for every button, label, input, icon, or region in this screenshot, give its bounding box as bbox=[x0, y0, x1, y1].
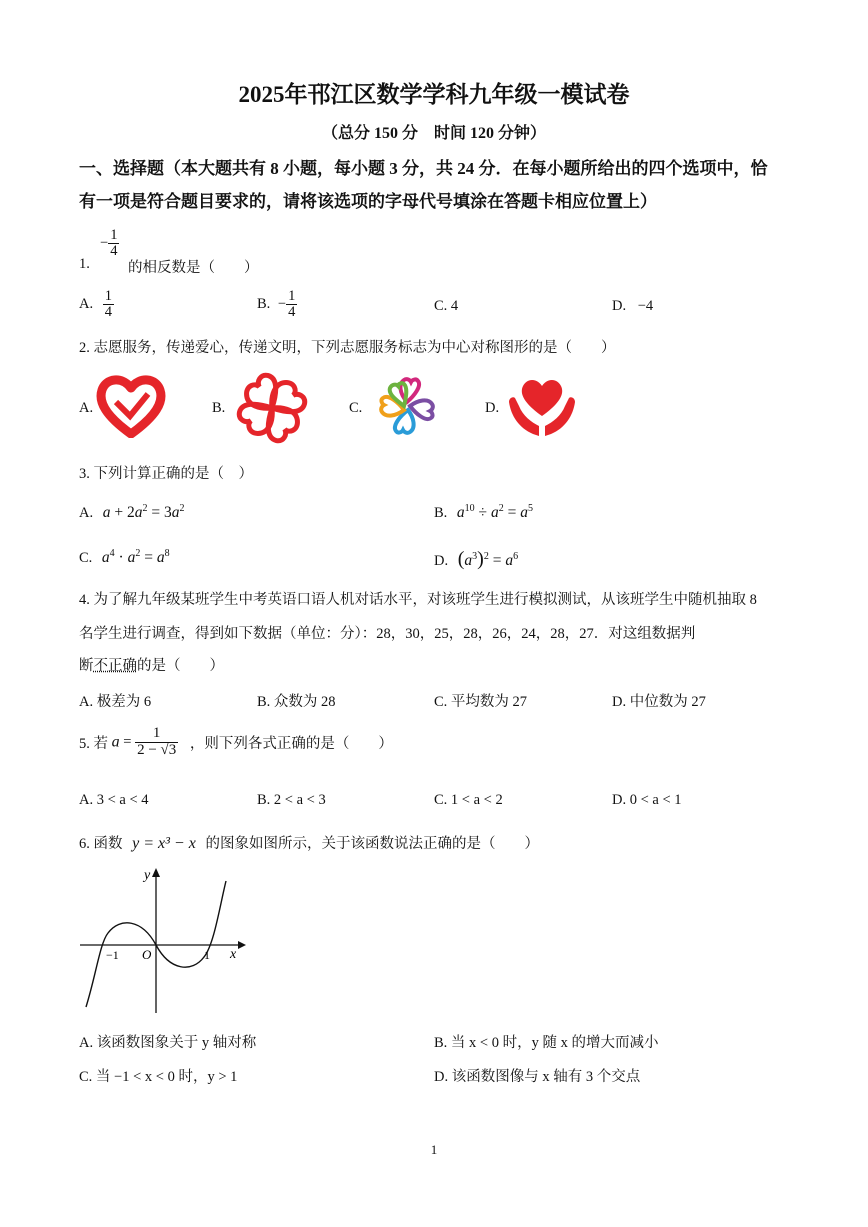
q3-option-d-formula: $(a^3)^2 = a^6$ bbox=[457, 548, 519, 570]
q1-option-c-value: 4 bbox=[450, 298, 459, 314]
graph-origin: O bbox=[142, 947, 152, 962]
graph-tick-pos1: 1 bbox=[204, 948, 210, 962]
q3-option-b-formula: $a^{10} \div a^2 = a^5$ bbox=[456, 503, 533, 522]
q2-text: 2. 志愿服务，传递爱心，传递文明，下列志愿服务标志为中心对称图形的是（ ） bbox=[79, 340, 616, 356]
graph-y-label: y bbox=[144, 868, 151, 883]
q5-stem bbox=[79, 726, 393, 759]
q2-option-c-label: C. bbox=[349, 400, 363, 416]
q4-line3-a: 断 bbox=[79, 658, 94, 674]
heart-hand-logo-a[interactable] bbox=[96, 372, 166, 438]
q5-eq: = bbox=[119, 733, 136, 750]
q6-formula: y = x³ − x bbox=[132, 835, 196, 852]
q1-option-b-sign: − bbox=[277, 296, 287, 313]
q1-option-b-num: 1 bbox=[288, 288, 296, 304]
section-header-line2: 有一项是符合题目要求的，请将该选项的字母代号填涂在答题卡相应位置上） bbox=[79, 192, 657, 211]
q3-option-c[interactable] bbox=[79, 548, 170, 567]
q1-option-d[interactable] bbox=[612, 298, 653, 315]
q6-option-a[interactable]: A. 该函数图象关于 y 轴对称 bbox=[79, 1035, 257, 1051]
exam-subtitle: （总分 150 分 时间 120 分钟） bbox=[321, 125, 546, 142]
x-axis-arrow bbox=[238, 941, 246, 949]
q4-option-d[interactable]: D. 中位数为 27 bbox=[612, 694, 706, 710]
four-heart-logo-b[interactable] bbox=[234, 370, 310, 446]
q3-option-d[interactable] bbox=[434, 548, 518, 571]
q5-var: a bbox=[111, 733, 120, 751]
q4-line3 bbox=[79, 654, 224, 675]
q1-option-c-label: C. bbox=[434, 298, 448, 314]
cubic-function-graph bbox=[78, 865, 248, 1015]
graph-tick-neg1: −1 bbox=[106, 948, 119, 962]
q5-suffix: ，则下列各式正确的是（ ） bbox=[189, 735, 393, 752]
q1-option-b[interactable] bbox=[257, 289, 297, 320]
q5-prefix: 5. 若 bbox=[79, 735, 108, 752]
q3-text: 3. 下列计算正确的是（ ） bbox=[79, 466, 253, 482]
q6-option-d[interactable]: D. 该函数图像与 x 轴有 3 个交点 bbox=[434, 1069, 641, 1085]
q5-frac-num: 1 bbox=[135, 726, 178, 743]
q1-text: 的相反数是（ ） bbox=[128, 260, 259, 276]
q5-option-d[interactable]: D. 0 < a < 1 bbox=[612, 792, 682, 808]
q3-option-b[interactable] bbox=[434, 503, 533, 522]
q2-option-b-label: B. bbox=[212, 400, 226, 416]
five-heart-logo-c[interactable] bbox=[370, 372, 444, 442]
exam-title: 2025年邗江区数学学科九年级一模试卷 bbox=[238, 82, 630, 107]
graph-x-label: x bbox=[230, 947, 237, 962]
q4-option-c[interactable]: C. 平均数为 27 bbox=[434, 694, 528, 710]
q1-option-d-value: −4 bbox=[637, 298, 654, 314]
q1-fraction-num: 1 bbox=[110, 227, 118, 243]
q3-option-c-formula: $a^4 \cdot a^2 = a^8$ bbox=[101, 548, 170, 567]
q4-line3-emphasis: 不正确 bbox=[93, 658, 137, 674]
q4-option-b[interactable]: B. 众数为 28 bbox=[257, 694, 336, 710]
q6-suffix: 的图象如图所示，关于该函数说法正确的是（ ） bbox=[205, 836, 539, 852]
q1-option-a-den: 4 bbox=[104, 304, 112, 321]
q3-option-c-label: C. bbox=[79, 550, 93, 567]
q3-option-b-label: B. bbox=[434, 505, 448, 522]
q5-option-c[interactable]: C. 1 < a < 2 bbox=[434, 792, 503, 808]
q1-fraction-den: 4 bbox=[110, 243, 118, 260]
q1-fraction bbox=[100, 228, 119, 259]
q4-line2: 名学生进行调查，得到如下数据（单位：分）：28，30，25，28，26，24，28，27．对这组数据判 bbox=[79, 626, 696, 642]
q5-frac-den: 2 − √3 bbox=[137, 741, 177, 758]
heart-hands-logo-d[interactable] bbox=[505, 372, 579, 440]
q5-option-b[interactable]: B. 2 < a < 3 bbox=[257, 792, 326, 808]
q2-option-d-label: D. bbox=[485, 400, 500, 416]
q1-option-a[interactable] bbox=[79, 289, 114, 320]
q4-option-a[interactable]: A. 极差为 6 bbox=[79, 694, 152, 710]
q1-option-b-label: B. bbox=[257, 296, 271, 313]
q6-stem bbox=[79, 832, 539, 853]
q1-number: 1. bbox=[79, 256, 90, 272]
q3-option-a-label: A. bbox=[79, 505, 94, 522]
q3-option-a[interactable] bbox=[79, 503, 184, 522]
q1-option-d-label: D. bbox=[612, 298, 627, 314]
q5-option-a[interactable]: A. 3 < a < 4 bbox=[79, 792, 149, 808]
section-header-line1: 一、选择题（本大题共有 8 小题，每小题 3 分，共 24 分．在每小题所给出的四个选项中，恰 bbox=[79, 159, 768, 178]
q4-line3-c: 的是（ ） bbox=[137, 658, 224, 674]
q2-option-a-label: A. bbox=[79, 400, 94, 416]
q1-option-a-num: 1 bbox=[104, 288, 112, 304]
page-number: 1 bbox=[430, 1142, 438, 1157]
q1-option-a-label: A. bbox=[79, 296, 94, 313]
q4-line1: 4. 为了解九年级某班学生中考英语口语人机对话水平，对该班学生进行模拟测试，从该班学生中随机抽取 8 bbox=[79, 592, 757, 608]
q6-prefix: 6. 函数 bbox=[79, 836, 123, 852]
q3-option-d-label: D. bbox=[434, 553, 449, 569]
q1-option-b-den: 4 bbox=[288, 304, 296, 321]
q6-option-c[interactable]: C. 当 −1 < x < 0 时，y > 1 bbox=[79, 1069, 238, 1085]
y-axis-arrow bbox=[152, 868, 160, 877]
q6-option-b[interactable]: B. 当 x < 0 时，y 随 x 的增大而减小 bbox=[434, 1035, 659, 1051]
q1-option-c[interactable] bbox=[434, 298, 458, 315]
q1-fraction-sign: − bbox=[100, 235, 109, 252]
q3-option-a-formula: $a + 2a^2 = 3a^2$ bbox=[102, 503, 185, 522]
